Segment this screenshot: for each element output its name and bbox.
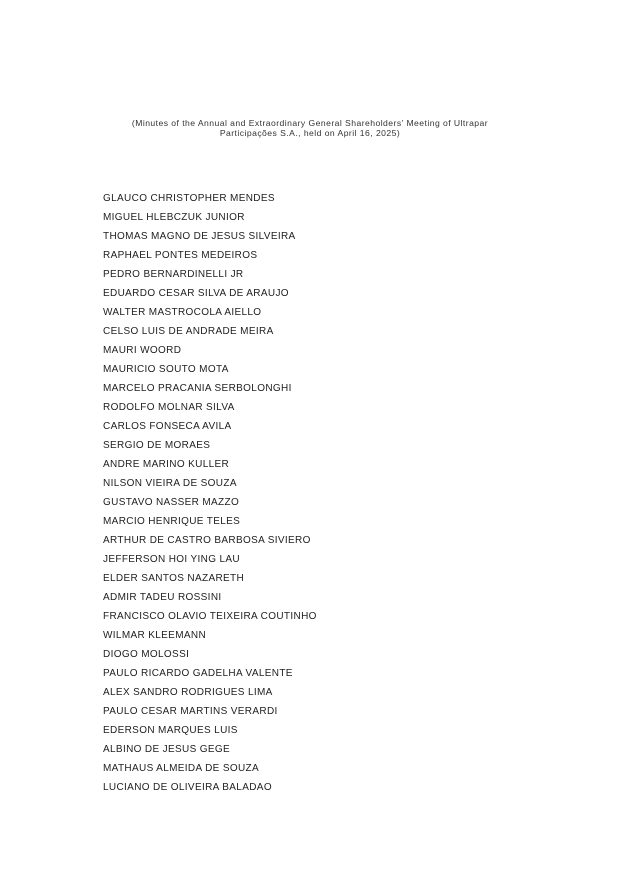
shareholder-name: MARCELO PRACANIA SERBOLONGHI	[103, 383, 292, 394]
shareholder-name: PAULO RICARDO GADELHA VALENTE	[103, 668, 293, 679]
shareholder-name: MAURI WOORD	[103, 345, 182, 356]
shareholder-name: MARCIO HENRIQUE TELES	[103, 516, 241, 527]
shareholder-name: WALTER MASTROCOLA AIELLO	[103, 307, 262, 318]
minutes-header	[90, 118, 530, 138]
shareholder-name-list	[103, 191, 317, 799]
shareholder-name: ELDER SANTOS NAZARETH	[103, 573, 245, 584]
shareholder-name: NILSON VIEIRA DE SOUZA	[103, 478, 237, 489]
minutes-header-line-2: Participações S.A., held on April 16, 2025)	[219, 128, 401, 138]
shareholder-name: EDERSON MARQUES LUIS	[103, 725, 238, 736]
shareholder-name: RODOLFO MOLNAR SILVA	[103, 402, 235, 413]
shareholder-name: WILMAR KLEEMANN	[103, 630, 207, 641]
shareholder-name: DIOGO MOLOSSI	[103, 649, 190, 660]
shareholder-name: FRANCISCO OLAVIO TEIXEIRA COUTINHO	[103, 611, 317, 622]
shareholder-name: MIGUEL HLEBCZUK JUNIOR	[103, 212, 245, 223]
shareholder-name: CELSO LUIS DE ANDRADE MEIRA	[103, 326, 274, 337]
shareholder-name: ADMIR TADEU ROSSINI	[103, 592, 222, 603]
shareholder-name: RAPHAEL PONTES MEDEIROS	[103, 250, 258, 261]
shareholder-name: LUCIANO DE OLIVEIRA BALADAO	[103, 782, 272, 793]
shareholder-name: PAULO CESAR MARTINS VERARDI	[103, 706, 278, 717]
shareholder-name: EDUARDO CESAR SILVA DE ARAUJO	[103, 288, 289, 299]
shareholder-name: PEDRO BERNARDINELLI JR	[103, 269, 244, 280]
shareholder-name: SERGIO DE MORAES	[103, 440, 211, 451]
shareholder-name: CARLOS FONSECA AVILA	[103, 421, 232, 432]
shareholder-name: ANDRE MARINO KULLER	[103, 459, 230, 470]
shareholder-name: MATHAUS ALMEIDA DE SOUZA	[103, 763, 260, 774]
shareholder-name: GUSTAVO NASSER MAZZO	[103, 497, 240, 508]
shareholder-name: MAURICIO SOUTO MOTA	[103, 364, 229, 375]
shareholder-name: ALEX SANDRO RODRIGUES LIMA	[103, 687, 273, 698]
minutes-header-line-1: (Minutes of the Annual and Extraordinary General Shareholders’ Meeting of Ultrapar	[131, 118, 489, 128]
shareholder-name: ALBINO DE JESUS GEGE	[103, 744, 231, 755]
shareholder-name: ARTHUR DE CASTRO BARBOSA SIVIERO	[103, 535, 311, 546]
shareholder-name: GLAUCO CHRISTOPHER MENDES	[103, 193, 275, 204]
shareholder-name: JEFFERSON HOI YING LAU	[103, 554, 240, 565]
shareholder-name: THOMAS MAGNO DE JESUS SILVEIRA	[103, 231, 296, 242]
